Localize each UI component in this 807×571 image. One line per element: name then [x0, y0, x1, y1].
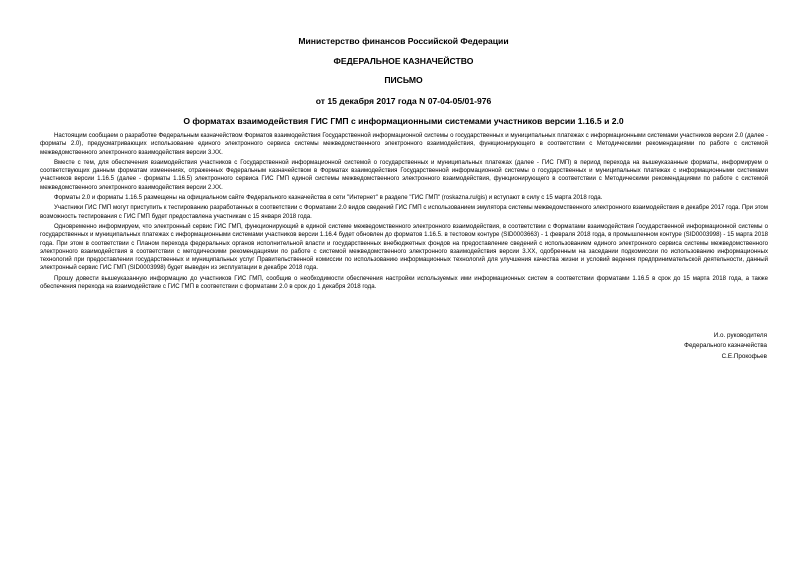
paragraph-6: Прошу довести вышеуказанную информацию до участников ГИС ГМП, сообщив о необходимости обеспечения настройки используемых ими информационных систем в соответствии форматами 1.16.5 в срок до 15 марта 2018 года, а также обеспечения перехода на взаимодействие с ГИС ГМП в соответствии с форматами 2.0 в срок до 1 декабря 2018 года.	[40, 274, 768, 291]
signatory-position: И.о. руководителя	[713, 332, 767, 339]
signature-block	[567, 331, 767, 362]
signatory-organization: Федерального казначейства	[684, 342, 767, 350]
paragraph-5: Одновременно информируем, что электронный сервис ГИС ГМП, функционирующий в единой системе межведомственного электронного взаимодействия, в соответствии с Форматами взаимодействия Государственной информационной системы о государственных и муниципальных платежах с информационными системами участников версии 1.16.4 будет обновлен до форматов 1.16.5. в тестовом контуре (SID0003663) - 1 февраля 2018 года, в промышленном контуре (SID0003998) - 15 марта 2018 года. При этом в соответствии с Планом перехода федеральных органов исполнительной власти и государственных внебюджетных фондов на предоставление сведений с использованием единого электронного сервиса системы межведомственного электронного взаимодействия в соответствии с методическими рекомендациями по работе с системой межведомственного электронного взаимодействия версии 3.ХХ, одобренным на заседании подкомиссии по использованию информационных технологий при предоставлении государственных и муниципальных услуг Правительственной комиссии по использованию информационных технологий для улучшения качества жизни и условий ведения предпринимательской деятельности, данный электронный сервис ГИС ГМП (SID0003998) будет выведен из эксплуатации в декабре 2018 года.	[40, 222, 768, 272]
agency-name: ФЕДЕРАЛЬНОЕ КАЗНАЧЕЙСТВО	[333, 56, 474, 66]
paragraph-2: Вместе с тем, для обеспечения взаимодействия участников с Государственной информационной системой о государственных и муниципальных платежах (далее - ГИС ГМП) в период перехода на вышеуказанные форматы, информируем о соответствующих данным форматам изменениях, отраженных Федеральным казначейством в Форматах взаимодействия Государственной информационной системы о государственных и муниципальных платежах с информационными системами участников версии 1.16.5 (далее - форматы 1.16.5) электронного сервиса ГИС ГМП единой системы межведомственного электронного взаимодействия, функционирующего в соответствии с Методическими рекомендациями по работе с системой межведомственного электронного взаимодействия версии 2.ХХ.	[40, 158, 768, 191]
document-date-number: от 15 декабря 2017 года N 07-04-05/01-976	[315, 96, 492, 106]
paragraph-1: Настоящим сообщаем о разработке Федеральным казначейством Форматов взаимодействия Государственной информационной системы о государственных и муниципальных платежах с информационными системами участников версии 2.0 (далее - форматы 2.0), предусматривающих использование единого электронного сервиса системы межведомственного электронного взаимодействия, функционирующего в соответствии с Методическими рекомендациями по работе с системой межведомственного электронного взаимодействия версии 3.ХХ.	[40, 132, 768, 156]
paragraph-3: Форматы 2.0 и форматы 1.16.5 размещены на официальном сайте Федерального казначейства в сети "Интернет" в разделе "ГИС ГМП" (roskazna.ru/gis) и вступают в силу с 15 марта 2018 года.	[54, 194, 603, 202]
signatory-name: С.Е.Прокофьев	[721, 352, 767, 360]
document-type: ПИСЬМО	[384, 75, 423, 85]
document-subject: О форматах взаимодействия ГИС ГМП с информационными системами участников версии 1.16.5 и 2.0	[183, 116, 624, 126]
paragraph-4: Участники ГИС ГМП могут приступить к тестированию разработанных в соответствии с Форматами 2.0 видов сведений ГИС ГМП с использованием эмулятора системы межведомственного электронного взаимодействия в декабре 2017 года. При этом возможность тестирования с ГИС ГМП будет предоставлена участникам с 15 января 2018 года.	[40, 204, 768, 220]
letter-body	[40, 132, 768, 293]
ministry-name: Министерство финансов Российской Федерации	[298, 36, 509, 46]
